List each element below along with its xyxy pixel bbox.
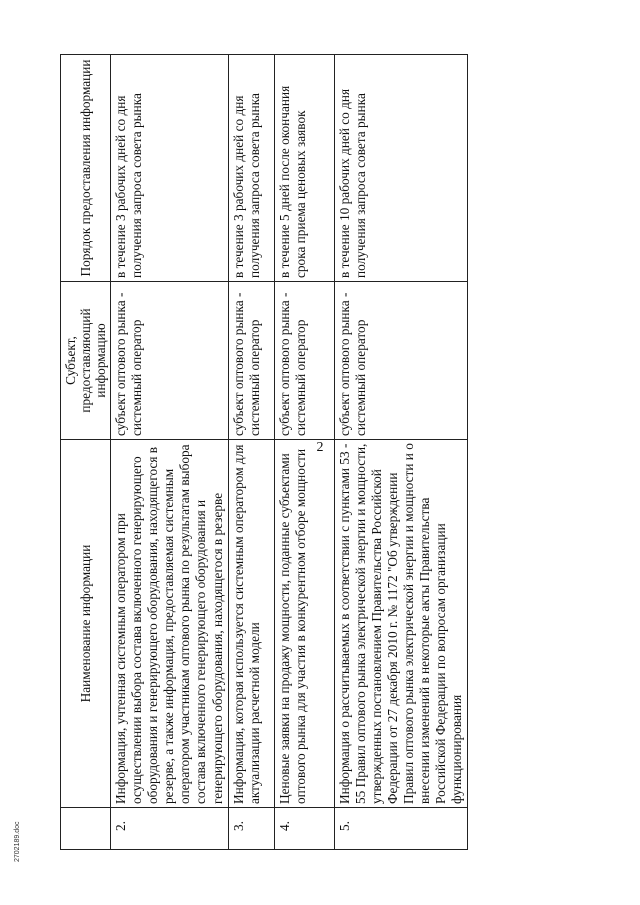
information-table — [60, 54, 468, 850]
table-row — [228, 55, 274, 850]
row-subject: субъект оптового рынка - системный оператор — [334, 282, 468, 440]
table-header-row — [61, 55, 111, 850]
page-number: 2 — [316, 440, 324, 455]
row-number: 2. — [111, 808, 229, 850]
row-subject: субъект оптового рынка - системный оператор — [274, 282, 334, 440]
header-order: Порядок предоставления информации — [61, 55, 111, 282]
table-row — [334, 55, 468, 850]
rotated-table-area — [60, 55, 465, 850]
row-name: Ценовые заявки на продажу мощности, поданные субъектами оптового рынка для участия в конкурентном отборе мощности — [274, 440, 334, 808]
row-number: 4. — [274, 808, 334, 850]
header-subject: Субъект, предоставляющий информацию — [61, 282, 111, 440]
row-name: Информация, которая используется системным оператором для актуализации расчетной модели — [228, 440, 274, 808]
row-order: в течение 3 рабочих дней со дня получения запроса совета рынка — [111, 55, 229, 282]
header-number — [61, 808, 111, 850]
row-order: в течение 3 рабочих дней со дня получения запроса совета рынка — [228, 55, 274, 282]
rotated-content — [60, 55, 465, 850]
row-subject: субъект оптового рынка - системный оператор — [228, 282, 274, 440]
row-order: в течение 10 рабочих дней со дня получения запроса совета рынка — [334, 55, 468, 282]
row-number: 3. — [228, 808, 274, 850]
row-name: Информация, учтенная системным оператором при осуществлении выбора состава включенного генерирующего оборудования и генерирующего оборудования, находящегося в резерве, а также информация, предоставляемая системным оператором участникам оптового рынка по результатам выбора состава включенного генерирующего оборудования и генерирующего оборудования, находящегося в резерве — [111, 440, 229, 808]
row-subject: субъект оптового рынка - системный оператор — [111, 282, 229, 440]
row-name: Информация о рассчитываемых в соответствии с пунктами 53 - 55 Правил оптового рынка электрической энергии и мощности, утвержденных постановлением Правительства Российской Федерации от 27 декабря 2010 г. № 1172 "Об утверждении Правил оптового рынка электрической энергии и мощности и о внесении изменений в некоторые акты Правительства Российской Федерации по вопросам организации функционирования — [334, 440, 468, 808]
row-number: 5. — [334, 808, 468, 850]
footer-document-code: 2702189.doc — [14, 821, 21, 862]
header-name: Наименование информации — [61, 440, 111, 808]
table-row — [111, 55, 229, 850]
row-order: в течение 5 дней после окончания срока приема ценовых заявок — [274, 55, 334, 282]
table-row — [274, 55, 334, 850]
